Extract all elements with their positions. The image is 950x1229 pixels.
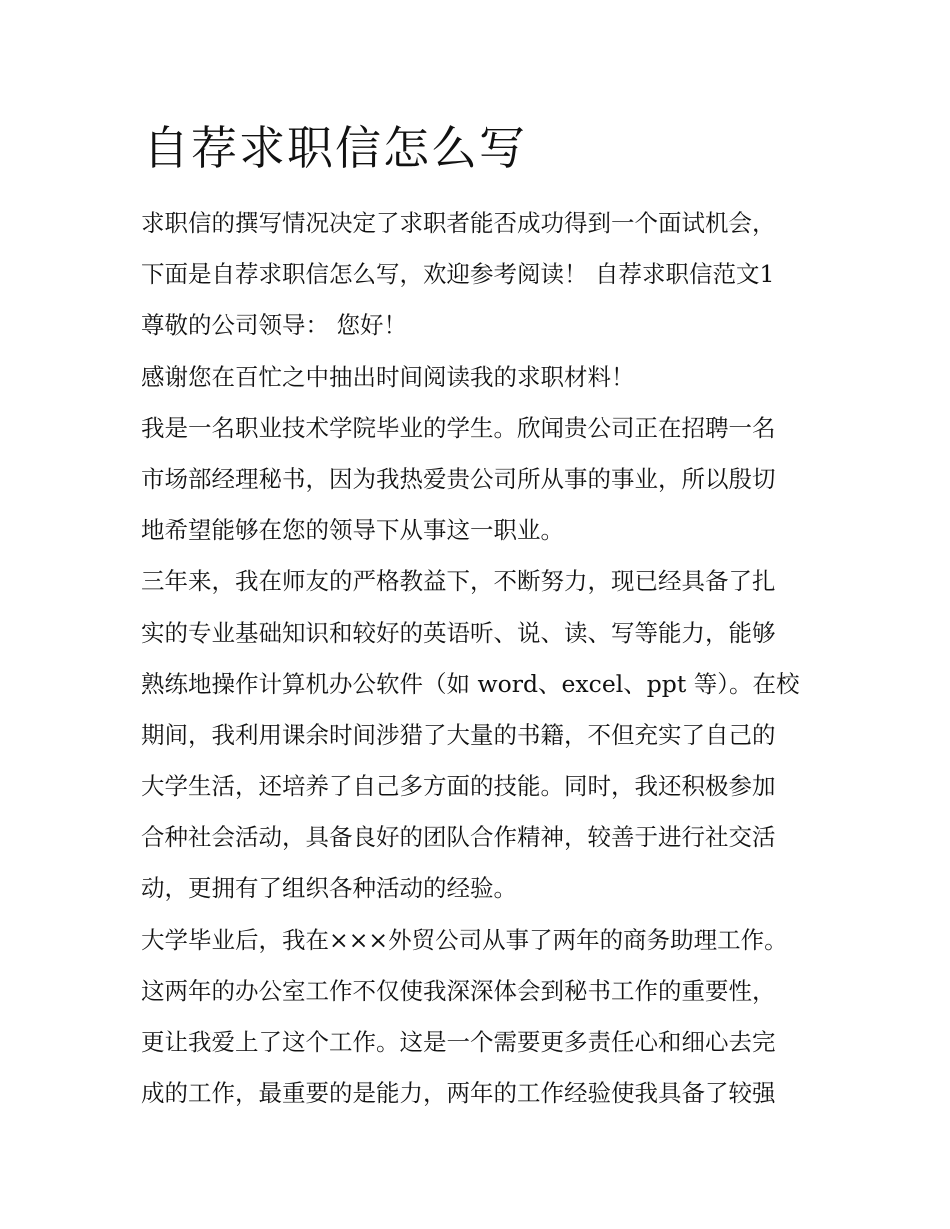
document-body: [141, 203, 821, 1124]
text-line-12: 大学生活，还培养了自己多方面的技能。同时，我还积极参加: [141, 772, 776, 801]
text-line-8: 三年来，我在师友的严格教益下，不断努力，现已经具备了扎: [141, 567, 776, 596]
text-line-9: 实的专业基础知识和较好的英语听、说、读、写等能力，能够: [141, 618, 776, 647]
text-line-7: 地希望能够在您的领导下从事这一职业。: [141, 516, 564, 545]
text-line-4: 感谢您在百忙之中抽出时间阅读我的求职材料！: [141, 362, 635, 391]
text-line-6: 市场部经理秘书，因为我热爱贵公司所从事的事业，所以殷切: [141, 464, 776, 493]
text-line-11: 期间，我利用课余时间涉猎了大量的书籍，不但充实了自己的: [141, 720, 776, 749]
text-line-13: 合种社会活动，具备良好的团队合作精神，较善于进行社交活: [141, 823, 776, 852]
text-line-10: 熟练地操作计算机办公软件（如 word、excel、ppt 等）。在校: [141, 669, 800, 698]
text-line-1: 求职信的撰写情况决定了求职者能否成功得到一个面试机会，: [141, 209, 776, 237]
text-line-17: 更让我爱上了这个工作。这是一个需要更多责任心和细心去完: [141, 1028, 776, 1056]
document-title: 自荐求职信怎么写: [143, 121, 527, 175]
text-line-5: 我是一名职业技术学院毕业的学生。欣闻贵公司正在招聘一名: [141, 413, 776, 442]
text-line-2: 下面是自荐求职信怎么写，欢迎参考阅读！ 自荐求职信范文1: [141, 260, 775, 289]
text-line-3: 尊敬的公司领导： 您好！: [141, 311, 407, 340]
text-line-16: 这两年的办公室工作不仅使我深深体会到秘书工作的重要性，: [141, 976, 776, 1005]
text-line-18: 成的工作，最重要的是能力，两年的工作经验使我具备了较强: [141, 1079, 776, 1108]
text-line-15: 大学毕业后，我在×××外贸公司从事了两年的商务助理工作。: [141, 925, 788, 954]
text-line-14: 动，更拥有了组织各种活动的经验。: [141, 874, 517, 903]
